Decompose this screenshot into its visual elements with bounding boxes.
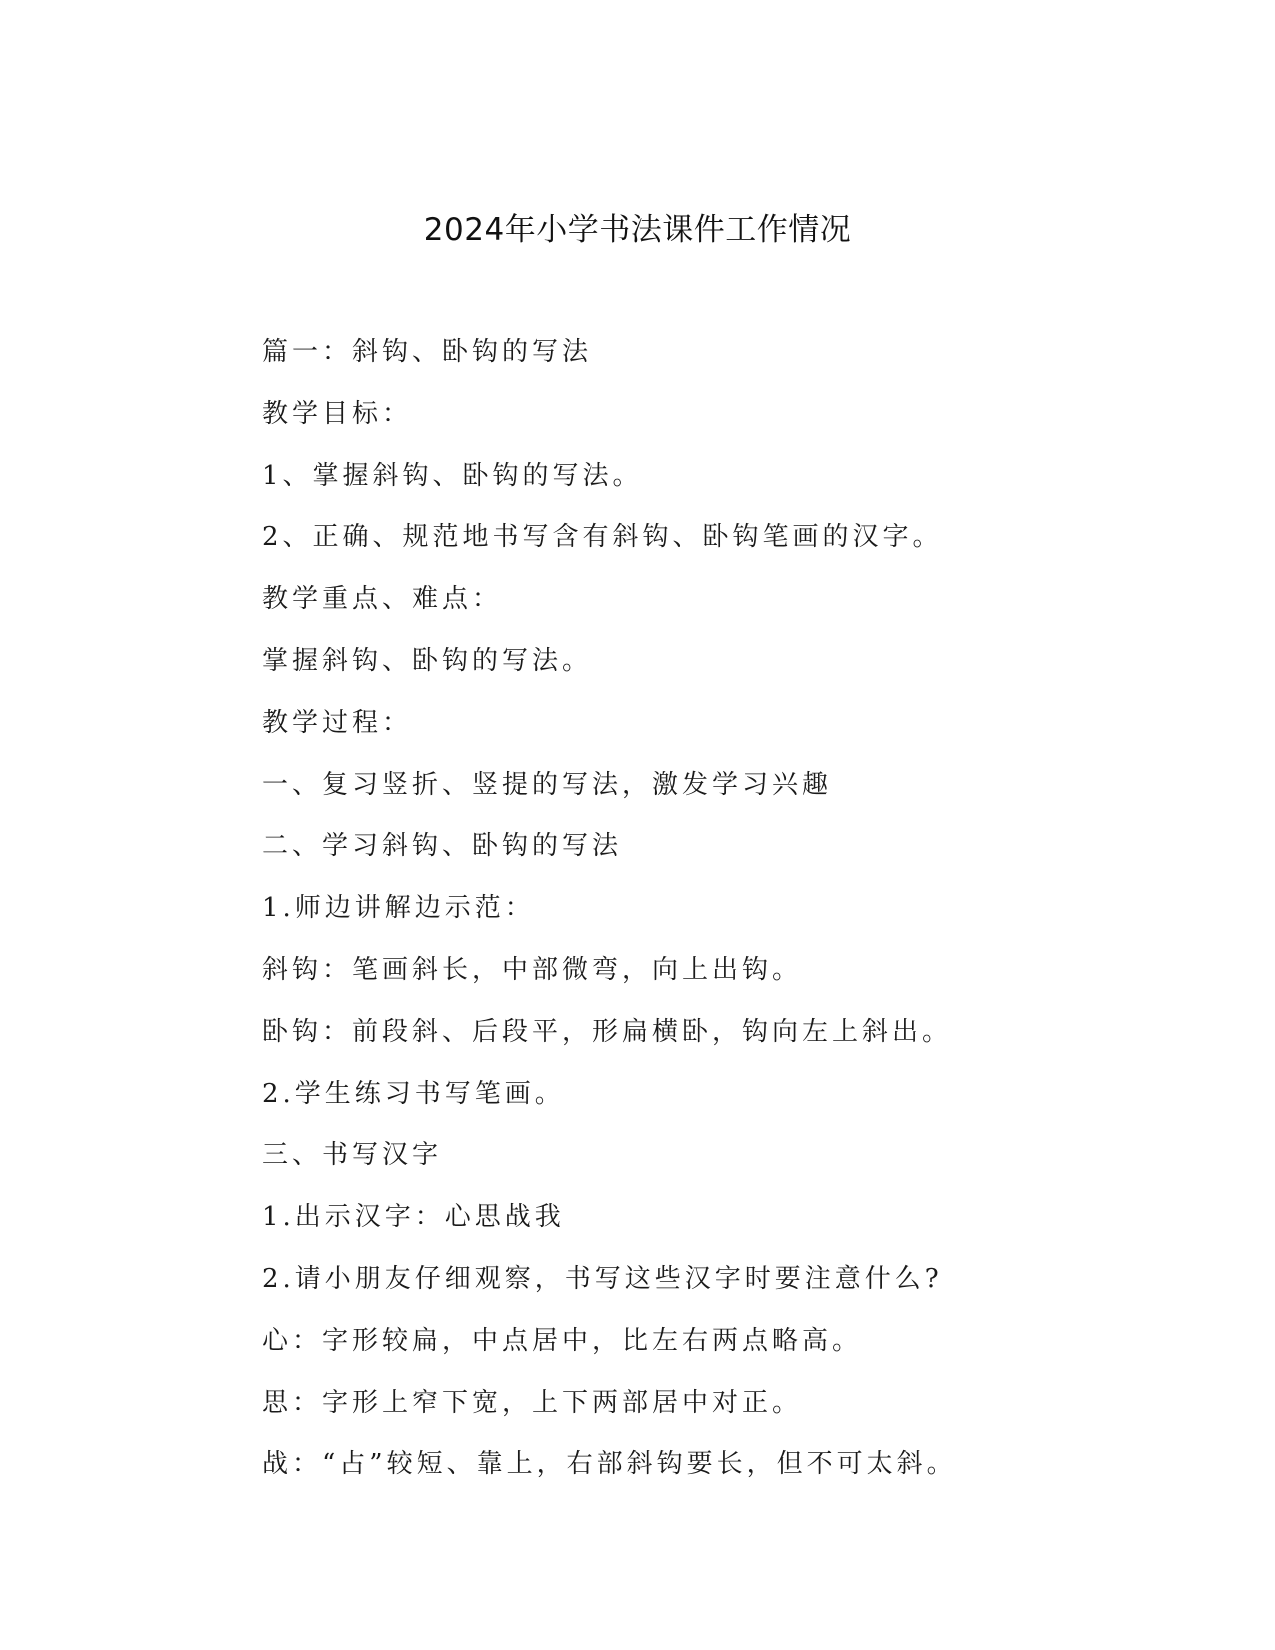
paragraph-line: 教学目标： [262, 398, 413, 429]
paragraph-line: 教学重点、难点： [262, 584, 503, 615]
paragraph-line: 二、学习斜钩、卧钩的写法 [262, 831, 623, 862]
paragraph-line: 一、复习竖折、竖提的写法，激发学习兴趣 [262, 769, 833, 800]
document-title: 2024年小学书法课件工作情况 [423, 212, 852, 248]
paragraph-line: 思：字形上窄下宽，上下两部居中对正。 [262, 1387, 803, 1418]
paragraph-line: 战：“占”较短、靠上，右部斜钩要长，但不可太斜。 [262, 1449, 957, 1480]
document-body [262, 330, 1022, 1504]
paragraph-line: 2、正确、规范地书写含有斜钩、卧钩笔画的汉字。 [262, 522, 943, 553]
paragraph-line: 1.师边讲解边示范： [262, 893, 535, 924]
paragraph-line: 2.学生练习书写笔画。 [262, 1078, 565, 1109]
section-heading: 篇一：斜钩、卧钩的写法 [262, 337, 593, 367]
paragraph-line: 卧钩：前段斜、后段平，形扁横卧，钩向左上斜出。 [262, 1016, 953, 1047]
paragraph-line: 心：字形较扁，中点居中，比左右两点略高。 [262, 1325, 863, 1356]
paragraph-line: 2.请小朋友仔细观察，书写这些汉字时要注意什么? [262, 1263, 943, 1294]
paragraph-line: 斜钩：笔画斜长，中部微弯，向上出钩。 [262, 954, 803, 985]
paragraph-line: 1.出示汉字：心思战我 [262, 1202, 565, 1233]
paragraph-line: 教学过程： [262, 707, 413, 738]
paragraph-line: 1、掌握斜钩、卧钩的写法。 [262, 460, 643, 491]
paragraph-line: 掌握斜钩、卧钩的写法。 [262, 645, 593, 676]
paragraph-line: 三、书写汉字 [262, 1140, 443, 1171]
